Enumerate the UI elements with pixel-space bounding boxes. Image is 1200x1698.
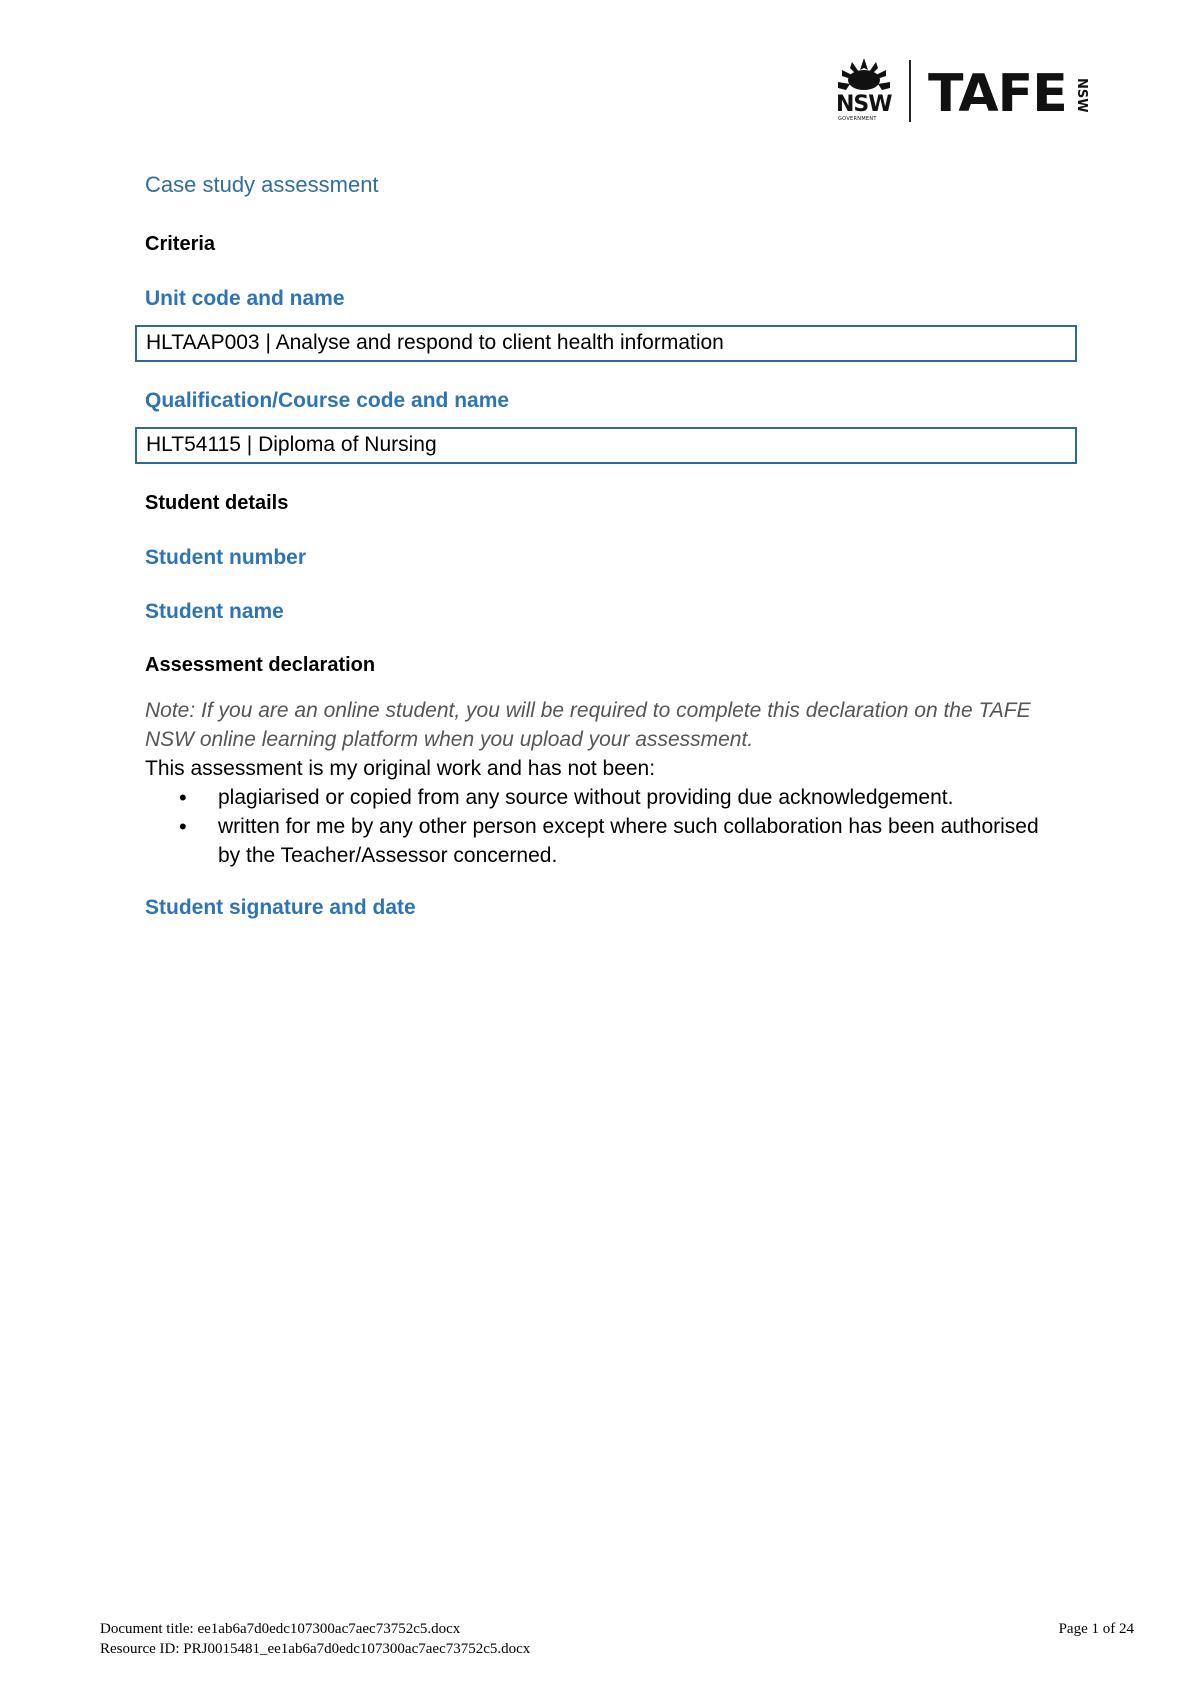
online-student-note: Note: If you are an online student, you will be required to complete this declaration on the TAFE NSW online learning platform when you upload your assessment.	[145, 699, 1031, 751]
student-name-label: Student name	[145, 600, 284, 623]
list-item	[145, 783, 1045, 812]
tafe-nsw-vertical-text: NSW	[1074, 78, 1089, 113]
waratah-icon	[832, 56, 896, 96]
document-title: Case study assessment	[145, 172, 379, 197]
qualification-value-box[interactable]: HLT54115 | Diploma of Nursing	[135, 427, 1077, 464]
footer-resource-id: Resource ID: PRJ0015481_ee1ab6a7d0edc107300ac7aec73752c5.docx	[100, 1641, 531, 1657]
unit-heading: Unit code and name	[145, 287, 345, 310]
signature-label: Student signature and date	[145, 896, 416, 919]
list-item	[145, 812, 1045, 870]
bullet-icon: •	[179, 785, 187, 810]
student-number-label: Student number	[145, 546, 306, 569]
unit-value-box[interactable]: HLTAAP003 | Analyse and respond to client health information	[135, 325, 1077, 362]
logo-divider	[909, 60, 911, 122]
footer-page-number: Page 1 of 24	[1058, 1621, 1134, 1637]
declaration-item-text: plagiarised or copied from any source without providing due acknowledgement.	[218, 786, 954, 809]
declaration-list	[145, 783, 1045, 870]
declaration-heading: Assessment declaration	[145, 654, 376, 676]
bullet-icon: •	[179, 814, 187, 839]
qualification-heading: Qualification/Course code and name	[145, 389, 510, 412]
nsw-logo-text: NSW	[836, 92, 892, 117]
declaration-intro: This assessment is my original work and has not been:	[145, 757, 656, 780]
declaration-item-text: written for me by any other person except where such collaboration has been authorised by the Teacher/Assessor concerned.	[218, 815, 1039, 867]
footer-document-title: Document title: ee1ab6a7d0edc107300ac7aec73752c5.docx	[100, 1621, 461, 1637]
government-logo-text: GOVERNMENT	[838, 116, 877, 122]
student-details-heading: Student details	[145, 492, 289, 514]
tafe-logo-text: TAFE	[928, 64, 1067, 124]
criteria-heading: Criteria	[145, 233, 216, 255]
